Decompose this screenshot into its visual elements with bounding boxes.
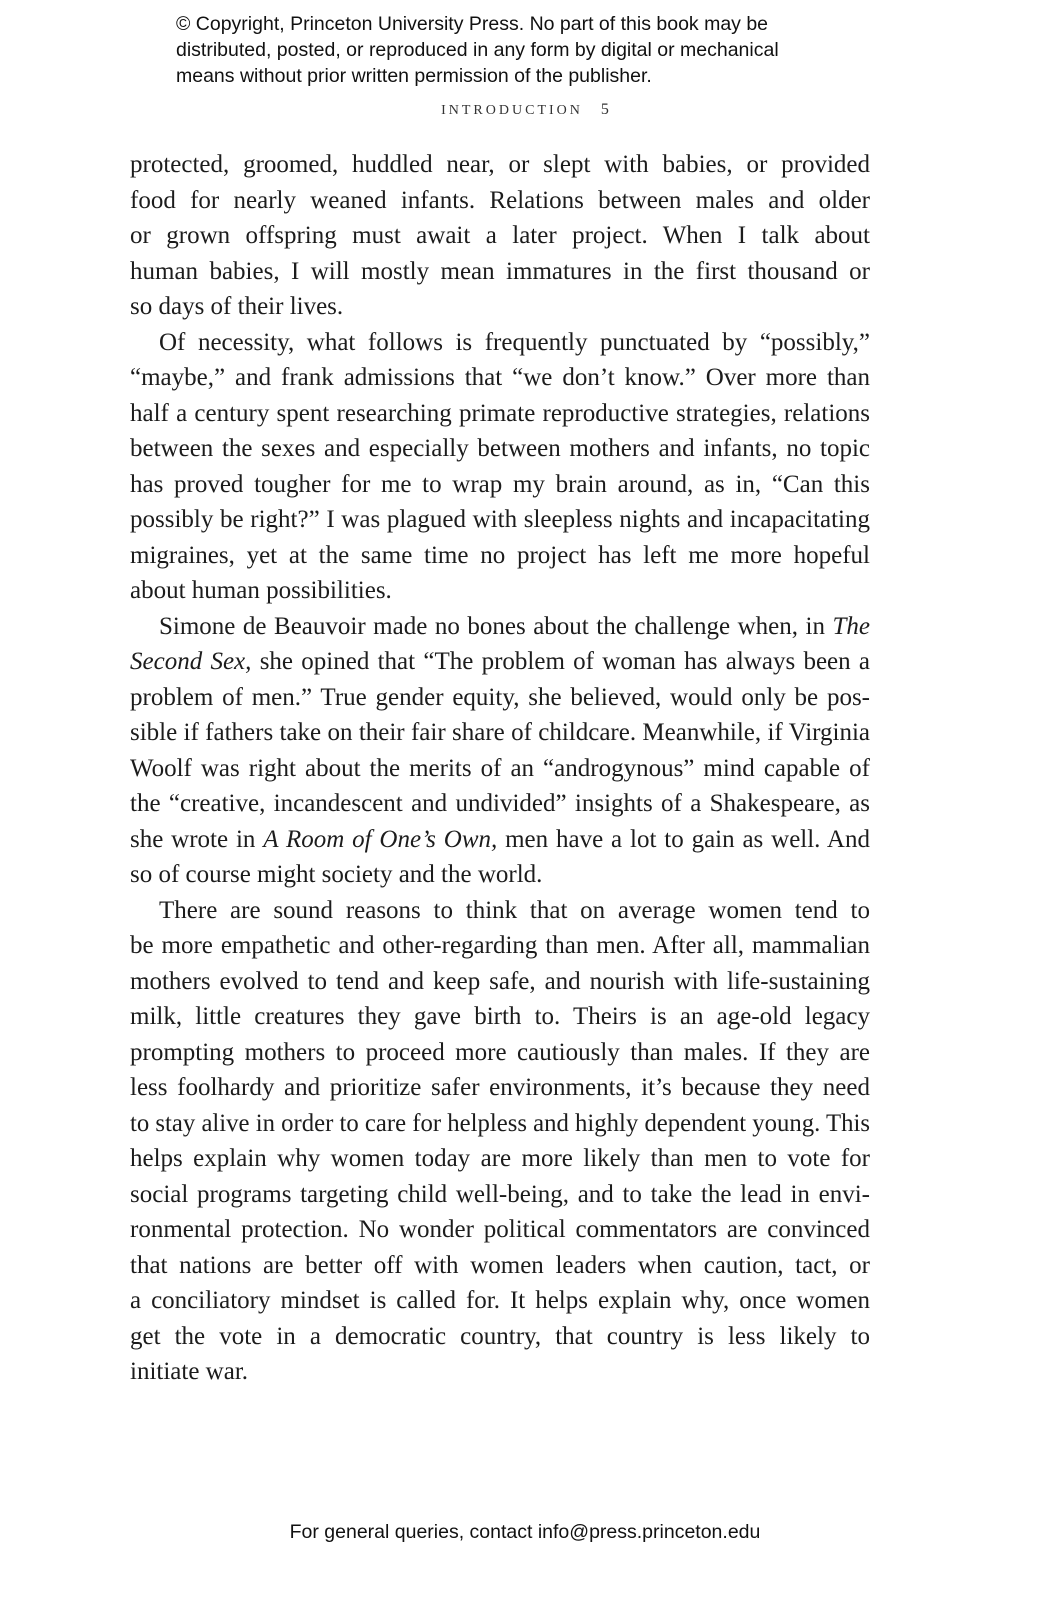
text-line-content (130, 1070, 870, 1106)
text-line (130, 1248, 870, 1284)
text-segment: human babies, I will mostly mean immatures in the first thousand or (130, 257, 870, 285)
running-head (0, 101, 1050, 119)
text-line (130, 183, 870, 219)
text-segment: milk, little creatures they gave birth to. Theirs is an age-old legacy (130, 1003, 870, 1030)
text-line-content (130, 147, 870, 183)
text-line-content (130, 502, 870, 538)
text-line (130, 1319, 870, 1355)
text-segment: initiate war. (130, 1358, 249, 1385)
page-number: 5 (600, 101, 609, 118)
text-line (130, 538, 870, 574)
text-segment: protected, groomed, huddled near, or slept with babies, or provided (130, 151, 870, 178)
text-line-content (130, 1283, 870, 1319)
text-line (130, 1283, 870, 1319)
text-line (130, 1212, 870, 1248)
text-line-content (130, 822, 870, 858)
chapter-title: INTRODUCTION (441, 103, 583, 118)
text-segment: to stay alive in order to care for helpless and highly dependent young. This (130, 1109, 870, 1137)
text-line (130, 396, 870, 432)
text-line (130, 360, 870, 396)
text-line-content (159, 609, 870, 645)
text-segment: Simone de Beauvoir made no bones about the challenge when, in (159, 612, 833, 640)
text-line (130, 999, 870, 1035)
text-segment: that nations are better off with women leaders when caution, tact, or (130, 1251, 870, 1279)
text-line (130, 325, 870, 361)
text-line-content (130, 1177, 870, 1213)
text-segment: or grown offspring must await a later project. When I talk about (130, 222, 870, 249)
text-line-content (130, 1106, 870, 1142)
copyright-line: distributed, posted, or reproduced in any form by digital or mechanical (176, 39, 779, 61)
text-line-content (130, 857, 542, 893)
copyright-notice (176, 11, 779, 89)
text-line (130, 467, 870, 503)
text-line (130, 1177, 870, 1213)
text-line (130, 822, 870, 858)
text-segment: a conciliatory mindset is called for. It helps explain why, once women (130, 1287, 870, 1314)
text-line-content (130, 183, 870, 219)
text-segment: social programs targeting child well-being, and to take the lead in envi- (130, 1180, 870, 1208)
text-line (130, 644, 870, 680)
text-line-content (130, 1212, 870, 1248)
text-line-content (130, 999, 870, 1035)
paragraph (130, 147, 870, 325)
text-segment: sible if fathers take on their fair share of childcare. Meanwhile, if Virginia (130, 719, 870, 746)
text-segment: about human possibilities. (130, 577, 392, 604)
text-line-content (130, 786, 870, 822)
text-line-content (130, 715, 870, 751)
paragraph (130, 609, 870, 893)
copyright-line: means without prior written permission of the publisher. (176, 65, 652, 87)
footer-contact: For general queries, contact info@press.princeton.edu (289, 1521, 761, 1543)
text-line (130, 147, 870, 183)
text-line-content (130, 573, 392, 609)
text-line-content (130, 751, 870, 787)
text-segment: men have a lot to gain as well. And (497, 825, 870, 853)
paragraph (130, 325, 870, 609)
text-line (130, 431, 870, 467)
text-segment: be more empathetic and other-regarding than men. After all, mammalian (130, 932, 870, 959)
text-line-content (130, 431, 870, 467)
text-segment: possibly be right?” I was plagued with sleepless nights and incapacitating (130, 506, 870, 533)
text-line (130, 751, 870, 787)
text-segment: Woolf was right about the merits of an “androgynous” mind capable of (130, 754, 870, 782)
italic-title: The (832, 612, 870, 640)
text-segment: half a century spent researching primate reproductive strategies, relations (130, 399, 870, 427)
text-line (130, 964, 870, 1000)
text-segment: helps explain why women today are more likely than men to vote for (130, 1145, 870, 1172)
text-line-content (130, 928, 870, 964)
text-line-content (130, 396, 870, 432)
text-segment: ronmental protection. No wonder political commentators are convinced (130, 1216, 870, 1243)
text-line-content (130, 1248, 870, 1284)
text-line-content (159, 893, 870, 929)
text-line (130, 928, 870, 964)
text-segment: problem of men.” True gender equity, she believed, would only be pos- (130, 683, 870, 711)
text-line-content (130, 1319, 870, 1355)
text-segment: so of course might society and the world. (130, 861, 543, 888)
text-line (130, 1106, 870, 1142)
text-segment: between the sexes and especially between mothers and infants, no topic (130, 435, 870, 462)
text-line (130, 1070, 870, 1106)
text-segment: has proved tougher for me to wrap my brain around, as in, “Can this (130, 470, 870, 498)
text-line-content (130, 1141, 870, 1177)
text-segment: There are sound reasons to think that on average women tend to (159, 896, 870, 924)
text-line-content (130, 467, 870, 503)
text-line (130, 1035, 870, 1071)
text-segment: less foolhardy and prioritize safer environments, it’s because they need (130, 1074, 870, 1101)
copyright-line: © Copyright, Princeton University Press. No part of this book may be (176, 13, 769, 35)
text-line-content (130, 680, 870, 716)
text-segment: prompting mothers to proceed more cautiously than males. If they are (130, 1038, 870, 1066)
text-segment: mothers evolved to tend and keep safe, and nourish with life-sustaining (130, 967, 870, 995)
text-line (130, 289, 870, 325)
text-line-content (130, 254, 870, 290)
body-text (130, 147, 870, 1390)
text-line-content (130, 360, 870, 396)
text-segment: the “creative, incandescent and undivided” insights of a Shakespeare, as (130, 790, 870, 817)
text-segment: she wrote in (130, 825, 264, 853)
paragraph (130, 893, 870, 1390)
text-line (130, 218, 870, 254)
text-line (130, 786, 870, 822)
text-line (130, 573, 870, 609)
italic-title: A Room of One’s Own, (263, 825, 498, 853)
italic-title: Second Sex, (130, 648, 252, 675)
text-line (130, 502, 870, 538)
text-line-content (130, 964, 870, 1000)
text-line (130, 715, 870, 751)
text-line (130, 1354, 870, 1390)
text-line-content (130, 644, 870, 680)
text-line (130, 609, 870, 645)
text-line (130, 680, 870, 716)
text-segment: “maybe,” and frank admissions that “we don’t know.” Over more than (130, 364, 870, 391)
text-line (130, 857, 870, 893)
text-line-content (130, 289, 343, 325)
text-segment: food for nearly weaned infants. Relations between males and older (130, 186, 870, 214)
text-segment: migraines, yet at the same time no project has left me more hopeful (130, 541, 870, 569)
text-line-content (130, 218, 870, 254)
text-segment: she opined that “The problem of woman has always been a (251, 648, 871, 675)
text-line (130, 1141, 870, 1177)
text-line (130, 893, 870, 929)
text-line-content (159, 325, 870, 361)
text-line-content (130, 538, 870, 574)
text-line (130, 254, 870, 290)
text-segment: get the vote in a democratic country, that country is less likely to (130, 1322, 870, 1350)
text-line-content (130, 1354, 248, 1390)
text-line-content (130, 1035, 870, 1071)
text-segment: so days of their lives. (130, 293, 344, 320)
text-segment: Of necessity, what follows is frequently punctuated by “possibly,” (159, 328, 870, 356)
